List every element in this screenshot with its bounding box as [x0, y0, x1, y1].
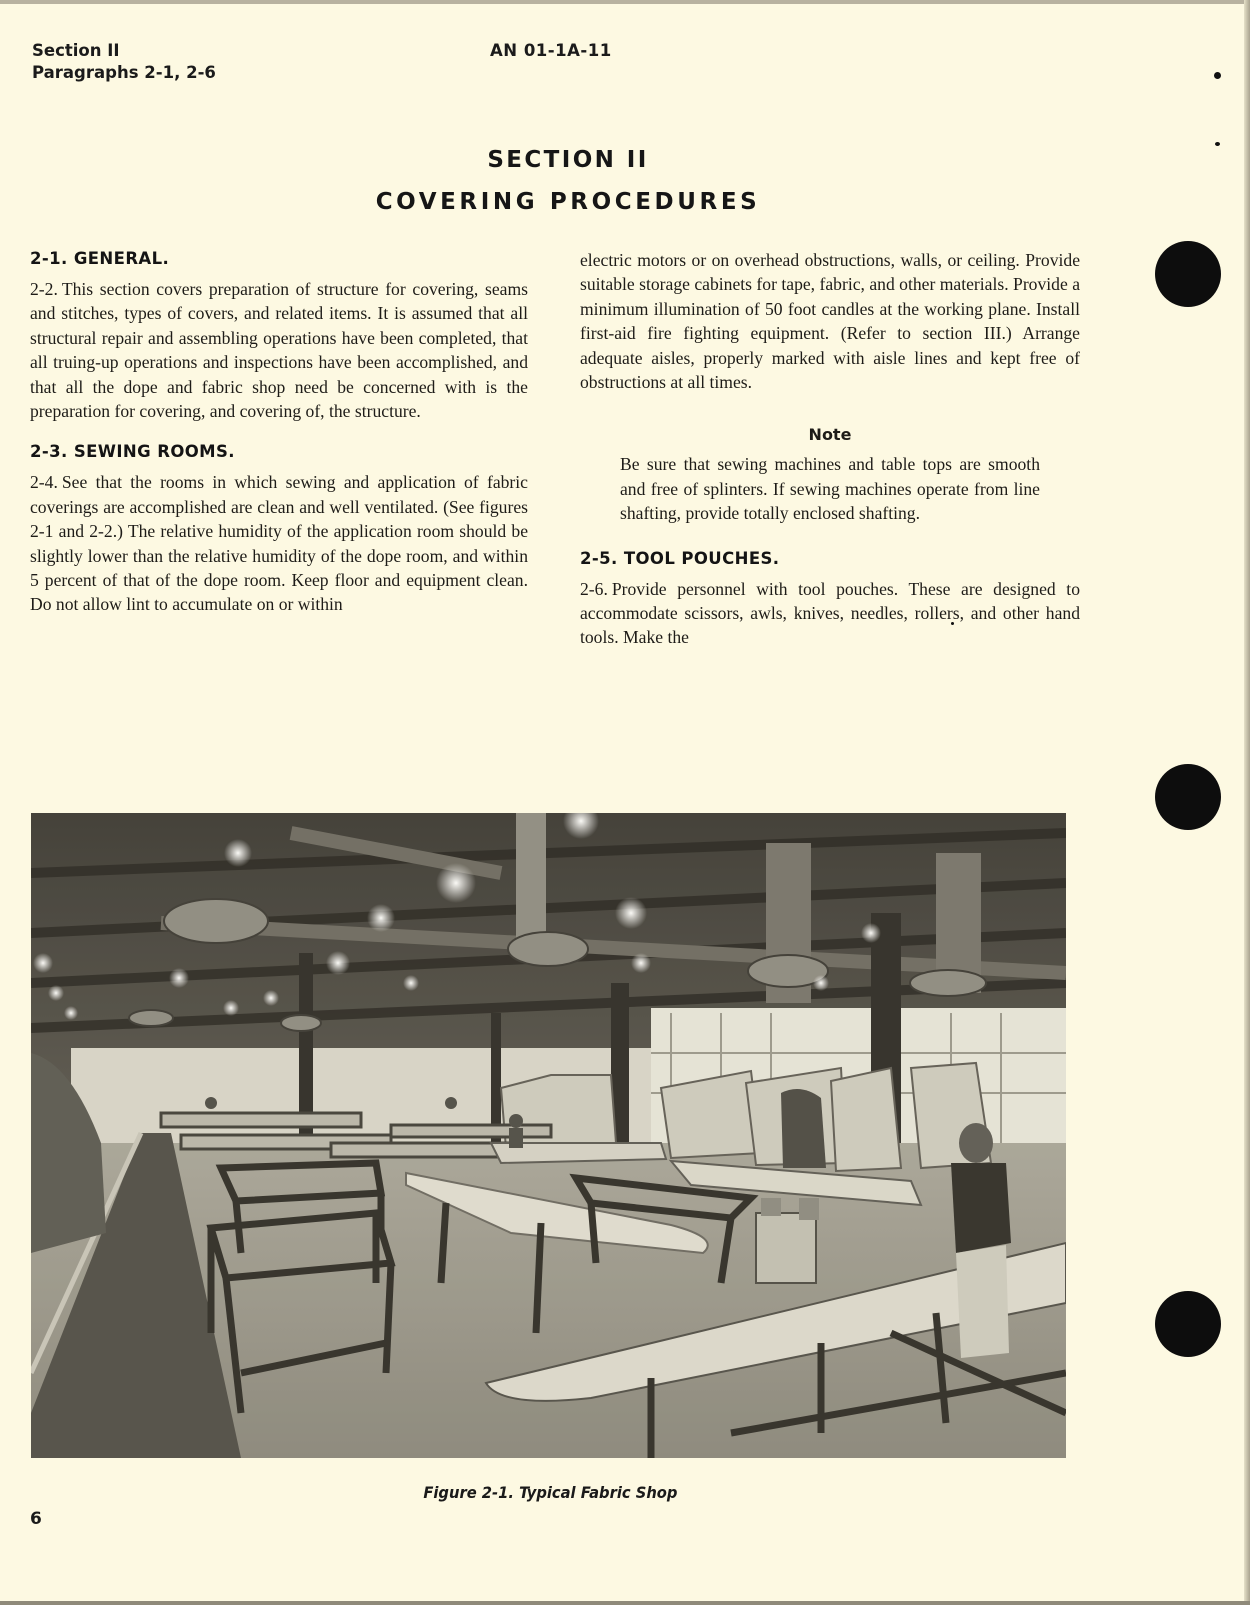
page-bottom-edge: [0, 1601, 1250, 1605]
ink-speck: [1215, 142, 1220, 146]
paragraph-text: This section covers preparation of structure for covering, seams and stitches, types of covers, and related items. It is assumed that all structural repair and assembling operations have been completed, that all truing-up operations and inspections have been accomplished, and that all the dope and fabric shop need be concerned with is the preparation for covering, and covering of, the structure.: [30, 279, 528, 422]
section-label: Section II: [32, 41, 120, 60]
paragraph-2-4: [30, 470, 528, 616]
binder-hole: [1155, 241, 1221, 307]
paragraph-text: See that the rooms in which sewing and application of fabric coverings are accomplished are clean and well ventilated. (See figures 2-1 and 2-2.) The relative humidity of the application room should be slightly lower than the relative humidity of the dope room, and within 5 percent of that of the dope room. Keep floor and equipment clean. Do not allow lint to accumulate on or within: [30, 472, 528, 615]
document-number: AN 01-1A-11: [490, 41, 612, 60]
left-column: [30, 248, 528, 635]
note-body: Be sure that sewing machines and table tops are smooth and free of splinters. If sewing machines operate from line shafting, provide totally enclosed shafting.: [620, 454, 1040, 524]
figure-caption: Figure 2-1. Typical Fabric Shop: [423, 1483, 678, 1502]
page-top-edge: [0, 0, 1250, 4]
section-subtitle: COVERING PROCEDURES: [375, 189, 761, 215]
ink-speck: [1214, 72, 1221, 79]
figure-photo-fabric-shop: [31, 813, 1066, 1458]
note-title: Note: [808, 425, 852, 445]
paragraph-number: 2-4.: [30, 472, 58, 493]
paragraph-2-6: [580, 577, 1080, 650]
binder-hole: [1155, 1291, 1221, 1357]
paragraph-2-4-continued: electric motors or on overhead obstructions, walls, or ceiling. Provide suitable storage cabinets for tape, fabric, and other materials. Provide a minimum illumination of 50 foot candles at the working plane. Install first-aid fire fighting equipment. (Refer to section III.) Arrange adequate aisles, properly marked with aisle lines and kept free of obstructions at all times.: [580, 250, 1080, 393]
page-right-edge: [1244, 0, 1250, 1605]
heading-tool-pouches: 2-5. TOOL POUCHES.: [580, 548, 780, 568]
paragraph-number: 2-2.: [30, 279, 58, 299]
page-number: 6: [30, 1509, 42, 1529]
paragraph-number: 2-6.: [580, 578, 608, 599]
right-column: [580, 248, 1080, 668]
section-title: SECTION II: [487, 147, 649, 173]
heading-sewing-rooms: 2-3. SEWING ROOMS.: [30, 442, 235, 462]
heading-general: 2-1. GENERAL.: [30, 249, 170, 268]
paragraph-2-2: [30, 277, 528, 423]
paragraphs-label: Paragraphs 2-1, 2-6: [32, 63, 216, 82]
paragraph-text: Provide personnel with tool pouches. These are designed to accommodate scissors, awls, knives, needles, rollers, and other hand tools. Make the: [580, 578, 1080, 648]
binder-hole: [1155, 764, 1221, 830]
running-head: [32, 40, 216, 84]
